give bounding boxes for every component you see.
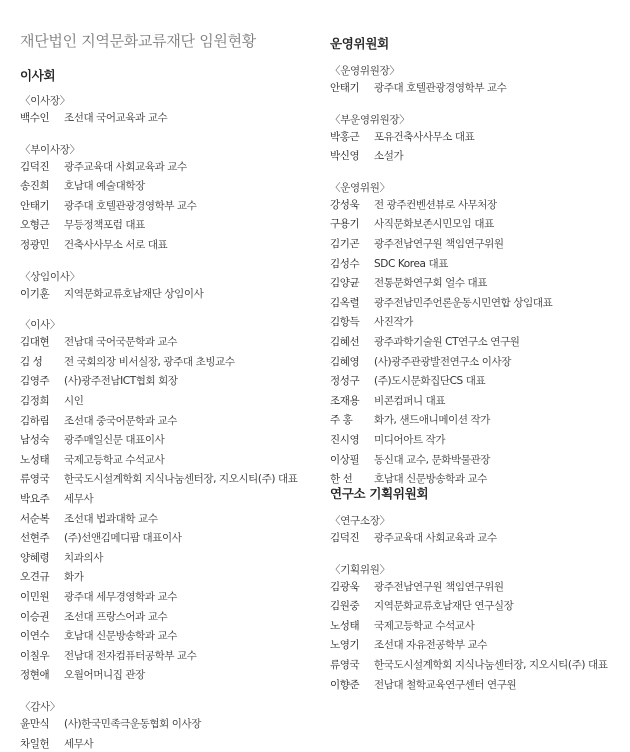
group-label: 〈운영위원〉 [330,181,390,194]
member-name: 김원중 [330,600,360,613]
member-description: 전통문화연구회 얼수 대표 [374,277,488,290]
member-row [330,678,516,693]
member-description: 조선대 법과대학 교수 [64,512,158,525]
member-description: 조선대 국어교육과 교수 [64,112,168,124]
member-description: (주)도시문화집단CS 대표 [374,375,486,388]
member-description: (사)광주전남ICT협회 회장 [64,375,178,388]
member-row [20,492,93,507]
member-row [330,81,507,96]
page-title: 재단법인 지역문화교류재단 임원현황 [20,32,256,50]
member-name: 김덕진 [20,160,50,173]
member-row [330,315,413,330]
member-name: 이향준 [330,678,360,691]
member-description: 건축사사무소 서로 대표 [64,239,168,251]
member-name: 한 선 [330,473,353,486]
member-name: 김옥렬 [330,296,360,309]
member-description: 광주교육대 사회교육과 교수 [64,160,187,173]
group-label: 〈부운영위원장〉 [330,113,410,126]
member-name: 강성욱 [330,198,360,211]
member-name: 송진희 [20,180,50,193]
group-label: 〈이사〉 [20,319,61,332]
member-row [330,130,474,145]
member-name: 김광욱 [330,580,360,593]
member-name: 김 성 [20,355,43,368]
member-description: 한국도시설계학회 지식나눔센터장, 지오시티(주) 대표 [374,659,608,671]
section-title: 연구소 기획위원회 [330,486,429,501]
member-description: 호남대 신문방송학과 교수 [374,473,488,486]
member-name: 노영기 [330,639,360,652]
member-row [330,619,474,634]
member-row [20,570,84,585]
member-name: 김혜선 [330,336,360,348]
member-description: 무등정책포럼 대표 [64,219,145,232]
group-label: 〈부이사장〉 [20,143,80,156]
member-description: 조선대 프랑스어과 교수 [64,610,168,623]
member-row [330,257,448,272]
member-description: 호남대 신문방송학과 교수 [64,630,178,643]
group-label: 〈운영위원장〉 [330,65,400,77]
member-row [20,238,167,253]
group-label: 〈상임이사〉 [20,270,80,283]
group-label: 〈감사〉 [20,701,61,713]
member-name: 이상필 [330,453,360,466]
member-name: 정광민 [20,239,50,251]
member-row [20,551,103,566]
member-description: 전 광주컨벤션뷰로 사무처장 [374,198,497,211]
member-name: 윤만식 [20,718,50,730]
member-name: 오견규 [20,571,50,584]
member-description: 호남대 예술대학장 [64,180,145,193]
member-description: 국제고등학교 수석교사 [374,619,475,632]
member-description: 전남대 국어국문학과 교수 [64,336,178,349]
member-description: 화가 [64,571,84,584]
member-name: 김대현 [20,336,50,349]
member-row [330,658,608,673]
member-description: 시인 [64,395,84,407]
member-name: 선현주 [20,532,50,545]
member-row [20,287,203,302]
member-row [330,335,519,350]
member-description: 사직문화보존시민모임 대표 [374,218,494,231]
member-row [330,394,445,409]
member-row [20,512,158,527]
member-name: 류영국 [20,473,50,486]
member-name: 백수인 [20,112,50,124]
member-name: 오형근 [20,219,50,232]
member-row [20,649,197,664]
member-name: 구용기 [330,218,360,231]
member-description: 세무사 [64,493,94,505]
member-description: 조선대 자유전공학부 교수 [374,639,488,652]
member-description: 조선대 중국어문학과 교수 [64,414,178,427]
section-title: 이사회 [20,68,56,83]
member-name: 김성수 [330,257,360,270]
member-name: 김항득 [330,316,360,329]
member-description: 소설가 [374,150,404,163]
member-row [330,433,445,448]
group-label: 〈연구소장〉 [330,515,390,527]
member-description: 광주전남연구원 책임연구위원 [374,580,504,593]
member-description: (사)광주관광발전연구소 이사장 [374,355,511,368]
member-name: 김혜영 [330,355,360,368]
member-description: 광주전남민주언론운동시민연합 상임대표 [374,296,553,309]
group-label: 〈기획위원〉 [330,563,390,576]
member-name: 이승권 [20,610,50,623]
member-description: 화가, 샌드애니메이션 작가 [374,414,490,427]
member-name: 류영국 [330,659,360,671]
member-description: 전남대 철학교육연구센터 연구원 [374,678,517,691]
member-name: 김영주 [20,375,50,388]
member-description: 한국도시설계학회 지식나눔센터장, 지오시티(주) 대표 [64,473,298,486]
member-description: 지역문화교류호남재단 연구실장 [374,600,514,613]
member-row [330,296,552,311]
member-row [330,198,497,213]
member-description: 광주교육대 사회교육과 교수 [374,532,497,544]
member-row [20,668,145,683]
member-row [20,374,178,389]
member-row [330,374,485,389]
member-row [20,111,167,126]
member-name: 남성숙 [20,434,50,447]
group-label: 〈이사장〉 [20,95,70,107]
member-name: 안태기 [20,199,50,212]
member-name: 진시영 [330,434,360,446]
member-name: 주 홍 [330,414,353,427]
member-name: 서순복 [20,512,50,525]
member-name: 노성태 [20,453,50,466]
section-title: 운영위원회 [330,36,389,51]
member-name: 노성태 [330,619,360,632]
member-row [20,355,235,370]
member-row [20,160,187,175]
member-name: 정현애 [20,669,50,682]
member-description: 광주과학기술원 CT연구소 연구원 [374,336,520,348]
member-row [20,531,182,546]
member-description: 오월어머니집 관장 [64,669,145,682]
member-description: 비콘컴퍼니 대표 [374,394,446,407]
member-name: 이칠우 [20,649,50,662]
member-name: 김덕진 [330,532,360,544]
member-row [20,472,298,487]
member-name: 이민원 [20,591,50,603]
member-name: 이기훈 [20,287,50,300]
member-description: 전남대 전자컴퓨터공학부 교수 [64,649,197,662]
member-description: SDC Korea 대표 [374,257,449,270]
member-row [20,737,93,752]
member-row [20,433,164,448]
member-name: 김양균 [330,277,360,290]
member-description: 국제고등학교 수석교사 [64,453,165,466]
member-name: 양혜령 [20,551,50,564]
member-description: 광주대 세무경영학과 교수 [64,591,178,603]
member-row [20,610,167,625]
member-description: 미디어아트 작가 [374,434,446,446]
member-row [20,414,177,429]
member-description: 동신대 교수, 문화박물관장 [374,453,490,466]
member-row [20,335,177,350]
member-description: 치과의사 [64,551,103,564]
member-description: (사)한국민족극운동협회 이사장 [64,718,201,730]
member-description: 전 국회의장 비서실장, 광주대 초빙교수 [64,355,235,368]
member-name: 차일헌 [20,737,50,750]
member-name: 김기곤 [330,238,360,250]
member-name: 박요주 [20,493,50,505]
member-description: 광주매일신문 대표이사 [64,434,165,447]
member-row [330,531,497,546]
member-row [330,355,511,370]
member-row [20,218,145,233]
member-description: 광주전남연구원 책임연구위원 [374,238,504,250]
member-row [330,453,490,468]
member-description: 세무사 [64,737,94,750]
member-row [330,580,504,595]
member-name: 김정희 [20,395,50,407]
member-description: (주)선앤김메디팜 대표이사 [64,532,182,545]
member-row [20,629,177,644]
member-name: 안태기 [330,82,360,94]
member-row [330,599,513,614]
member-row [20,179,145,194]
member-row [20,590,177,605]
member-row [20,199,197,214]
member-name: 김하림 [20,414,50,427]
member-description: 사진작가 [374,316,413,329]
member-name: 박홍근 [330,130,360,143]
member-row [330,217,494,232]
member-row [330,413,490,428]
member-name: 정성구 [330,375,360,388]
member-description: 포유건축사사무소 대표 [374,130,475,143]
member-row [20,394,84,409]
member-description: 지역문화교류호남재단 상임이사 [64,287,204,300]
member-description: 광주대 호텔관광경영학부 교수 [64,199,197,212]
member-row [330,237,504,252]
member-row [330,276,487,291]
member-name: 이연수 [20,630,50,643]
member-row [330,638,487,653]
member-row [20,453,164,468]
member-row [330,149,403,164]
member-name: 박신영 [330,150,360,163]
member-description: 광주대 호텔관광경영학부 교수 [374,82,507,94]
member-name: 조재용 [330,394,360,407]
